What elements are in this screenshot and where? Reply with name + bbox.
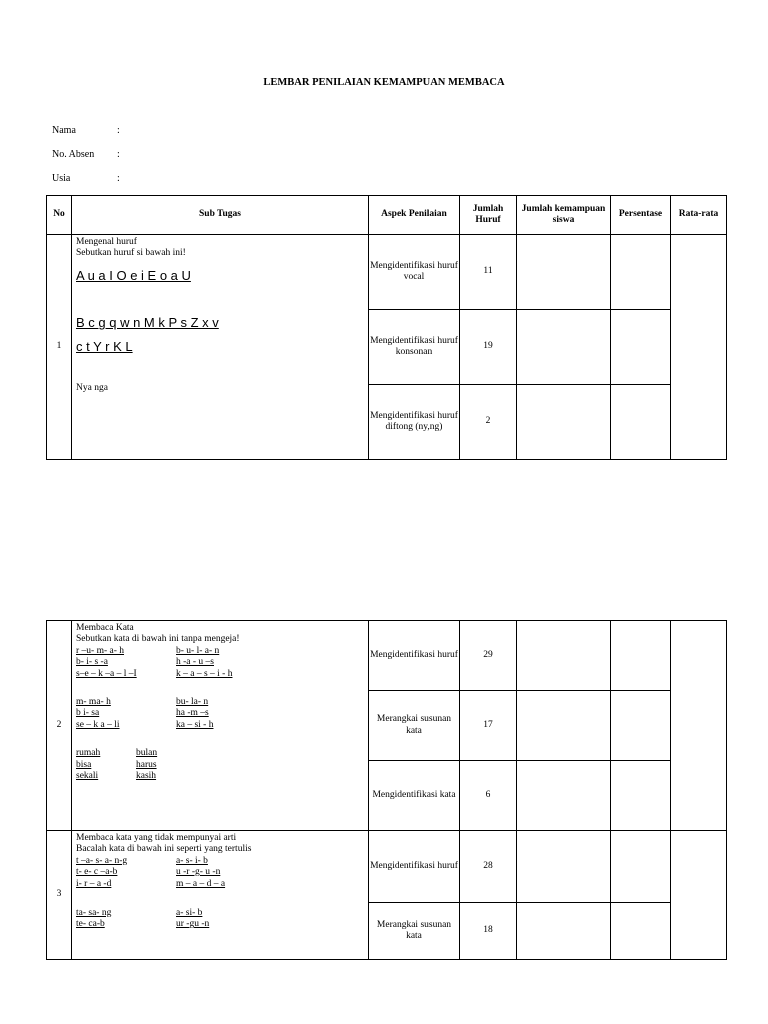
word-left: t- e- c –a-b — [76, 867, 118, 878]
row-number: 2 — [47, 621, 72, 831]
word-pair — [76, 657, 364, 668]
kemampuan-cell — [517, 310, 611, 385]
field-no-absen — [52, 149, 120, 160]
task-title: Membaca kata yang tidak mempunyai arti — [76, 833, 237, 843]
word-pair — [76, 697, 364, 708]
kemampuan-cell — [517, 691, 611, 761]
page-title: LEMBAR PENILAIAN KEMAMPUAN MEMBACA — [263, 77, 505, 88]
word-right: b- u- l- a- n — [176, 645, 220, 656]
field-colon: : — [117, 149, 120, 160]
word-pair — [76, 879, 364, 890]
persentase-cell — [611, 385, 671, 460]
word-right: a- si- b — [176, 907, 203, 918]
header-no: No — [47, 196, 72, 235]
word-left: ta- sa- ng — [76, 907, 112, 918]
rata-rata-cell — [671, 831, 727, 960]
word-left: sekali — [76, 770, 99, 781]
word-right: a- s- i- b — [176, 855, 208, 866]
task-title: Membaca Kata — [76, 623, 134, 633]
word-pair — [76, 771, 364, 782]
word-left: i- r – a -d — [76, 878, 112, 889]
aspek-cell: Merangkai susunan kata — [369, 691, 460, 761]
persentase-cell — [611, 761, 671, 831]
header-sub-tugas: Sub Tugas — [72, 196, 369, 235]
aspek-cell: Mengidentifikasi huruf konsonan — [369, 310, 460, 385]
word-pair — [76, 760, 364, 771]
word-left: m- ma- h — [76, 696, 111, 707]
jumlah-cell: 29 — [460, 621, 517, 691]
persentase-cell — [611, 831, 671, 903]
diftong-letters: Nya nga — [76, 382, 108, 393]
rata-rata-cell — [671, 235, 727, 460]
persentase-cell — [611, 903, 671, 960]
word-pair — [76, 669, 364, 680]
word-left: bisa — [76, 759, 92, 770]
word-left: b i- sa — [76, 708, 100, 719]
word-right: u -r -g- u -n — [176, 867, 221, 878]
word-pair — [76, 856, 364, 867]
word-right: k – a – s – i - h — [176, 668, 233, 679]
sub-tugas-cell — [72, 621, 369, 831]
kemampuan-cell — [517, 903, 611, 960]
consonant-letters-1: B c g q w n M k P s Z x v — [76, 315, 219, 331]
kemampuan-cell — [517, 385, 611, 460]
jumlah-cell: 6 — [460, 761, 517, 831]
task-instruction: Bacalah kata di bawah ini seperti yang tertulis — [76, 844, 252, 855]
kemampuan-cell — [517, 621, 611, 691]
word-pair — [76, 867, 364, 878]
field-label: Nama — [52, 125, 76, 136]
task-title: Mengenal huruf — [76, 237, 137, 247]
persentase-cell — [611, 691, 671, 761]
word-left: rumah — [76, 748, 101, 759]
word-right: bu- la- n — [176, 696, 209, 707]
word-left: r –u- m- a- h — [76, 645, 125, 656]
word-left: se – k a – li — [76, 719, 120, 730]
header-jumlah-huruf: Jumlah Huruf — [460, 196, 517, 235]
word-pair — [76, 908, 364, 919]
sub-tugas-cell — [72, 235, 369, 460]
word-right: ka – si - h — [176, 719, 214, 730]
assessment-table-2 — [46, 620, 727, 960]
table-row — [47, 831, 727, 903]
persentase-cell — [611, 310, 671, 385]
field-colon: : — [117, 173, 120, 184]
word-pair — [76, 708, 364, 719]
jumlah-cell: 19 — [460, 310, 517, 385]
persentase-cell — [611, 235, 671, 310]
sub-tugas-cell — [72, 831, 369, 960]
table-row — [47, 235, 727, 310]
field-usia — [52, 173, 120, 184]
kemampuan-cell — [517, 761, 611, 831]
field-label: Usia — [52, 173, 71, 184]
aspek-cell: Mengidentifikasi huruf vocal — [369, 235, 460, 310]
row-number: 1 — [47, 235, 72, 460]
word-right: harus — [136, 759, 157, 770]
word-pair — [76, 646, 364, 657]
vocal-letters: A u a I O e i E o a U — [76, 267, 191, 283]
consonant-letters-2: c t Y r K L — [76, 338, 133, 354]
row-number: 3 — [47, 831, 72, 960]
jumlah-cell: 11 — [460, 235, 517, 310]
jumlah-cell: 2 — [460, 385, 517, 460]
aspek-cell: Mengidentifikasi kata — [369, 761, 460, 831]
task-instruction: Sebutkan huruf si bawah ini! — [76, 248, 186, 259]
aspek-cell: Merangkai susunan kata — [369, 903, 460, 960]
word-left: te- ca-b — [76, 919, 105, 930]
jumlah-cell: 28 — [460, 831, 517, 903]
field-nama — [52, 125, 120, 136]
word-right: kasih — [136, 770, 157, 781]
word-right: ur -gu -n — [176, 919, 210, 930]
word-right: ha -m –s — [176, 708, 209, 719]
word-right: m – a – d – a — [176, 878, 226, 889]
jumlah-cell: 18 — [460, 903, 517, 960]
assessment-table-1 — [46, 195, 727, 460]
word-pair — [76, 748, 364, 759]
word-pair — [76, 919, 364, 930]
aspek-cell: Mengidentifikasi huruf — [369, 621, 460, 691]
word-pair — [76, 720, 364, 731]
table-row — [47, 621, 727, 691]
field-label: No. Absen — [52, 149, 95, 160]
header-aspek: Aspek Penilaian — [369, 196, 460, 235]
jumlah-cell: 17 — [460, 691, 517, 761]
word-left: s–e – k –a – l –I — [76, 668, 137, 679]
word-right: bulan — [136, 748, 158, 759]
header-jumlah-kemampuan: Jumlah kemampuan siswa — [517, 196, 611, 235]
word-left: b- i- s -a — [76, 657, 108, 668]
field-colon: : — [117, 125, 120, 136]
word-left: t –a- s- a- n-g — [76, 855, 128, 866]
aspek-cell: Mengidentifikasi huruf — [369, 831, 460, 903]
header-rata-rata: Rata-rata — [671, 196, 727, 235]
kemampuan-cell — [517, 235, 611, 310]
word-right: h -a - u –s — [176, 657, 214, 668]
header-row — [47, 196, 727, 235]
rata-rata-cell — [671, 621, 727, 831]
aspek-cell: Mengidentifikasi huruf diftong (ny,ng) — [369, 385, 460, 460]
task-instruction: Sebutkan kata di bawah ini tanpa mengeja! — [76, 634, 240, 645]
kemampuan-cell — [517, 831, 611, 903]
persentase-cell — [611, 621, 671, 691]
header-persentase: Persentase — [611, 196, 671, 235]
